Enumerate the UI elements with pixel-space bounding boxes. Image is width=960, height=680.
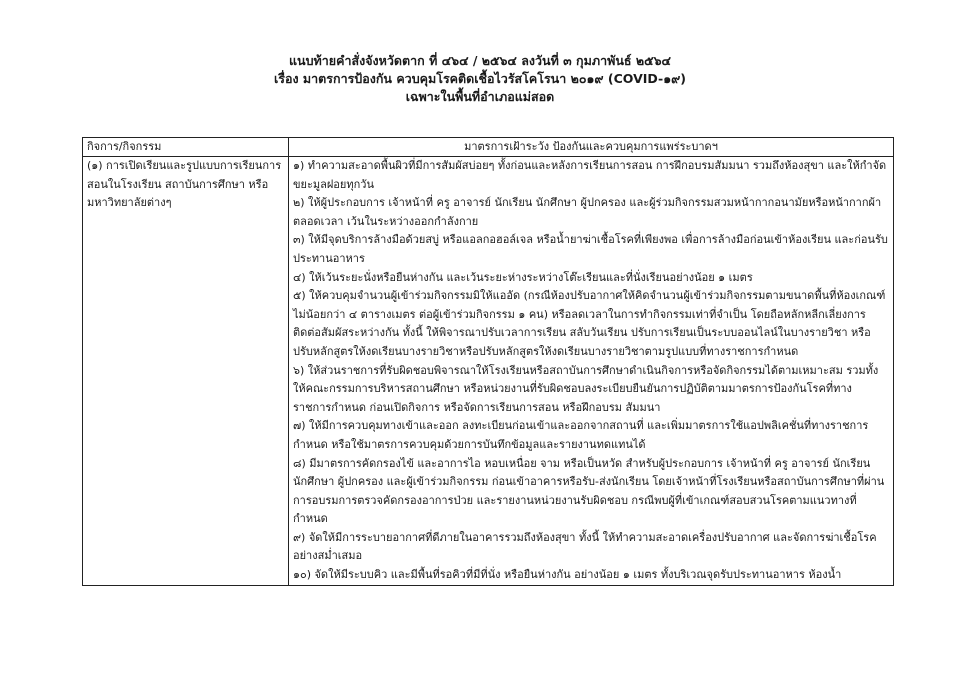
table-header-row	[83, 138, 894, 157]
measure-item: ๖) ให้ส่วนราชการที่รับผิดชอบพิจารณาให้โรงเรียนหรือสถาบันการศึกษาดำเนินกิจการหรือจัดกิจกรรมได้ตามเหมาะสม รวมทั้งให้คณะกรรมการบริหารสถานศึกษา หรือหน่วยงานที่รับผิดชอบลงระเบียบยืนยันการปฏิบัติตามมาตรการป้องกันโรคที่ทางราชการกำหนด ก่อนเปิดกิจการ หรือจัดการเรียนการสอน หรือฝึกอบรม สัมมนา	[293, 363, 879, 414]
measures-cell	[289, 157, 894, 586]
measure-item: ๔) ให้เว้นระยะนั่งหรือยืนห่างกัน และเว้นระยะห่างระหว่างโต๊ะเรียนและที่นั่งเรียนอย่างน้อย ๑ เมตร	[293, 270, 753, 284]
header-line-order: แนบท้ายคำสั่งจังหวัดตาก ที่ ๔๖๔ / ๒๕๖๔ ลงวันที่ ๓ กุมภาพันธ์ ๒๕๖๔	[288, 53, 671, 68]
table-row	[83, 157, 894, 586]
measure-item: ๓) ให้มีจุดบริการล้างมือด้วยสบู่ หรือแอลกอฮอล์เจล หรือน้ำยาฆ่าเชื้อโรคที่เพียงพอ เพื่อการล้างมือก่อนเข้าห้องเรียน และก่อนรับประทานอาหาร	[293, 233, 888, 265]
activity-cell: (๑) การเปิดเรียนและรูปแบบการเรียนการสอนในโรงเรียน สถาบันการศึกษา หรือมหาวิทยาลัยต่างๆ	[83, 157, 289, 586]
header-line-area: เฉพาะในพื้นที่อำเภอแม่สอด	[405, 89, 555, 104]
measure-item: ๕) ให้ควบคุมจำนวนผู้เข้าร่วมกิจกรรมมิให้แออัด (กรณีห้องปรับอากาศให้คิดจำนวนผู้เข้าร่วมกิจกรรมตามขนาดพื้นที่ห้องเกณฑ์ไม่น้อยกว่า ๔ ตารางเมตร ต่อผู้เข้าร่วมกิจกรรม ๑ คน) หรือลดเวลาในการทำกิจกรรมเท่าที่จำเป็น โดยถือหลักหลีกเลี่ยงการติดต่อสัมผัสระหว่างกัน ทั้งนี้ ให้พิจารณาปรับเวลาการเรียน สลับวันเรียน ปรับการเรียนเป็นระบบออนไลน์ในบางรายวิชา หรือปรับหลักสูตรให้งดเรียนบางรายวิชาหรือปรับหลักสูตรให้งดเรียนบางรายวิชาตามรูปแบบที่ทางราชการกำหนด	[293, 289, 886, 358]
measure-item: ๑๐) จัดให้มีระบบคิว และมีพื้นที่รอคิวที่มีที่นั่ง หรือยืนห่างกัน อย่างน้อย ๑ เมตร ทั้งบริเวณจุดรับประทานอาหาร ห้องน้ำ	[293, 568, 842, 582]
measures-table	[82, 137, 894, 586]
column-header-measures: มาตรการเฝ้าระวัง ป้องกันและควบคุมการแพร่ระบาดฯ	[289, 138, 894, 157]
measure-item: ๒) ให้ผู้ประกอบการ เจ้าหน้าที่ ครู อาจารย์ นักเรียน นักศึกษา ผู้ปกครอง และผู้ร่วมกิจกรรมสวมหน้ากากอนามัยหรือหน้ากากผ้าตลอดเวลา เว้นในระหว่างออกกำลังกาย	[293, 196, 882, 228]
measure-item: ๙) จัดให้มีการระบายอากาศที่ดีภายในอาคารรวมถึงห้องสุขา ทั้งนี้ ให้ทำความสะอาดเครื่องปรับอากาศ และจัดการฆ่าเชื้อโรคอย่างสม่ำเสมอ	[293, 530, 877, 563]
measure-item: ๗) ให้มีการควบคุมทางเข้าและออก ลงทะเบียนก่อนเข้าและออกจากสถานที่ และเพิ่มมาตรการใช้แอปพลิเคชั่นที่ทางราชการกำหนด หรือใช้มาตรการควบคุมด้วยการบันทึกข้อมูลและรายงานทดแทนได้	[293, 419, 869, 451]
measure-item: ๘) มีมาตรการคัดกรองไข้ และอาการไอ หอบเหนื่อย จาม หรือเป็นหวัด สำหรับผู้ประกอบการ เจ้าหน้าที่ ครู อาจารย์ นักเรียน นักศึกษา ผู้ปกครอง และผู้เข้าร่วมกิจกรรม ก่อนเข้าอาคารหรือรับ-ส่งนักเรียน โดยเจ้าหน้าที่โรงเรียนหรือสถาบันการศึกษาที่ผ่านการอบรมการตรวจคัดกรองอาการป่วย และรายงานหน่วยงานรับผิดชอบ กรณีพบผู้ที่เข้าเกณฑ์สอบสวนโรคตามแนวทางที่กำหนด	[293, 456, 885, 526]
measure-item: ๑) ทำความสะอาดพื้นผิวที่มีการสัมผัสบ่อยๆ ทั้งก่อนและหลังการเรียนการสอน การฝึกอบรมสัมมนา รวมถึงห้องสุขา และให้กำจัดขยะมูลฝอยทุกวัน	[293, 159, 887, 191]
document-header	[0, 52, 960, 106]
header-line-subject: เรื่อง มาตรการป้องกัน ควบคุมโรคติดเชื้อไวรัสโคโรนา ๒๐๑๙ (COVID-๑๙)	[273, 71, 687, 86]
column-header-activity: กิจการ/กิจกรรม	[83, 138, 289, 157]
